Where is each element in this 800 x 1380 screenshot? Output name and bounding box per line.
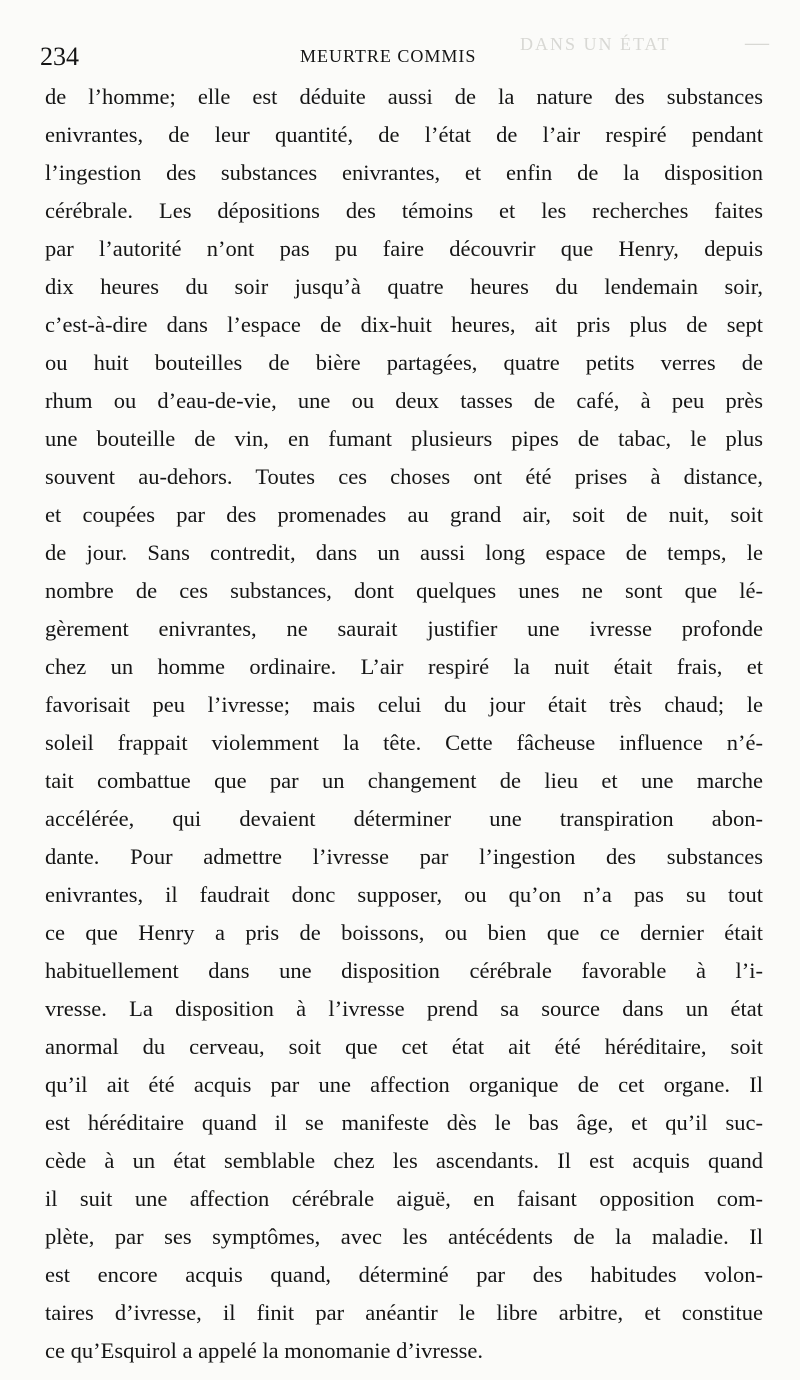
text-line: favorisait peu l’ivresse; mais celui du jour était très chaud; le — [45, 692, 763, 717]
text-line: ce que Henry a pris de boissons, ou bien que ce dernier était — [45, 920, 763, 945]
text-line: cède à un état semblable chez les ascendants. Il est acquis quand — [45, 1148, 763, 1173]
body-text — [45, 78, 763, 1370]
text-line: souvent au-dehors. Toutes ces choses ont été prises à distance, — [45, 464, 763, 489]
text-line: rhum ou d’eau-de-vie, une ou deux tasses de café, à peu près — [45, 388, 763, 413]
text-line: dix heures du soir jusqu’à quatre heures du lendemain soir, — [45, 274, 763, 299]
running-title: MEURTRE COMMIS — [300, 46, 477, 66]
text-line: c’est-à-dire dans l’espace de dix-huit heures, ait pris plus de sept — [45, 312, 763, 337]
text-line: de l’homme; elle est déduite aussi de la nature des substances — [45, 84, 763, 109]
text-line: ce qu’Esquirol a appelé la monomanie d’ivresse. — [45, 1338, 483, 1363]
text-line: tait combattue que par un changement de lieu et une marche — [45, 768, 763, 793]
page-header — [40, 42, 760, 82]
text-line: enivrantes, de leur quantité, de l’état de l’air respiré pendant — [45, 122, 763, 147]
bleed-through-header: DANS UN ÉTAT — [520, 34, 671, 54]
text-line: taires d’ivresse, il finit par anéantir le libre arbitre, et constitue — [45, 1300, 763, 1325]
bleed-through-page-number: — — [745, 30, 769, 56]
text-line: de jour. Sans contredit, dans un aussi long espace de temps, le — [45, 540, 763, 565]
page-number: 234 — [40, 42, 79, 71]
text-line: enivrantes, il faudrait donc supposer, ou qu’on n’a pas su tout — [45, 882, 763, 907]
text-line: ou huit bouteilles de bière partagées, quatre petits verres de — [45, 350, 763, 375]
text-line: vresse. La disposition à l’ivresse prend sa source dans un état — [45, 996, 763, 1021]
text-line: il suit une affection cérébrale aiguë, en faisant opposition com- — [45, 1186, 763, 1211]
text-line: dante. Pour admettre l’ivresse par l’ingestion des substances — [45, 844, 763, 869]
text-line: et coupées par des promenades au grand air, soit de nuit, soit — [45, 502, 763, 527]
text-line: plète, par ses symptômes, avec les antécédents de la maladie. Il — [45, 1224, 763, 1249]
text-line: nombre de ces substances, dont quelques unes ne sont que lé- — [45, 578, 763, 603]
text-line: par l’autorité n’ont pas pu faire découvrir que Henry, depuis — [45, 236, 763, 261]
text-line: l’ingestion des substances enivrantes, et enfin de la disposition — [45, 160, 763, 185]
text-line: chez un homme ordinaire. L’air respiré la nuit était frais, et — [45, 654, 763, 679]
text-line: gèrement enivrantes, ne saurait justifier une ivresse profonde — [45, 616, 763, 641]
text-line: cérébrale. Les dépositions des témoins et les recherches faites — [45, 198, 763, 223]
text-line: est encore acquis quand, déterminé par des habitudes volon- — [45, 1262, 763, 1287]
text-line: habituellement dans une disposition cérébrale favorable à l’i- — [45, 958, 763, 983]
text-line: une bouteille de vin, en fumant plusieurs pipes de tabac, le plus — [45, 426, 763, 451]
text-line: soleil frappait violemment la tête. Cette fâcheuse influence n’é- — [45, 730, 763, 755]
text-line: est héréditaire quand il se manifeste dès le bas âge, et qu’il suc- — [45, 1110, 763, 1135]
text-line: accélérée, qui devaient déterminer une transpiration abon- — [45, 806, 763, 831]
text-line: anormal du cerveau, soit que cet état ait été héréditaire, soit — [45, 1034, 763, 1059]
text-line: qu’il ait été acquis par une affection organique de cet organe. Il — [45, 1072, 763, 1097]
